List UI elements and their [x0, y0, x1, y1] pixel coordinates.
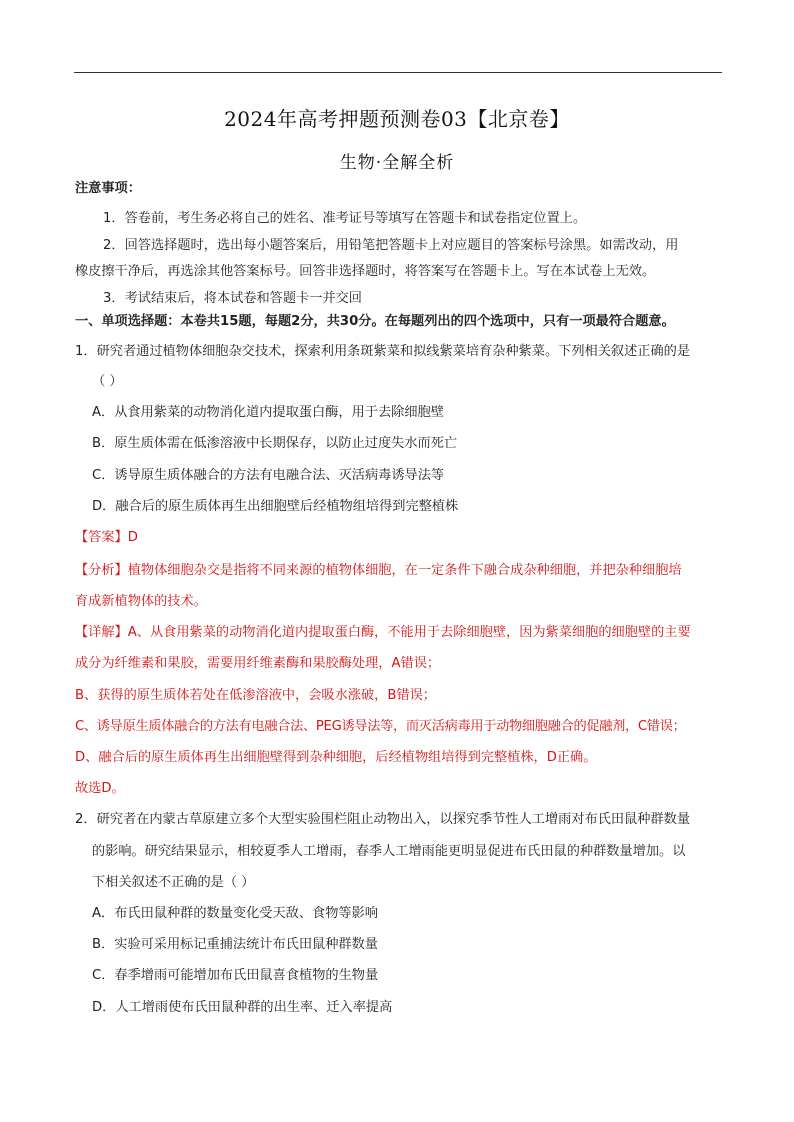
q1-detail-line-1: 【详解】A、从食用紫菜的动物消化道内提取蛋白酶，不能用于去除细胞壁，因为紫菜细胞的细胞壁的主要 [75, 625, 691, 640]
q1-option-d: D．融合后的原生质体再生出细胞壁后经植物组培得到完整植株 [92, 499, 459, 514]
notes-item-1: 1．答卷前，考生务必将自己的姓名、准考证号等填写在答题卡和试卷指定位置上。 [103, 211, 587, 226]
q1-analysis-line-1: 【分析】植物体细胞杂交是指将不同来源的植物体细胞，在一定条件下融合成杂种细胞，并把杂种细胞培 [75, 563, 682, 578]
q1-option-c: C．诱导原生质体融合的方法有电融合法、灭活病毒诱导法等 [92, 468, 445, 483]
q1-detail-c: C、诱导原生质体融合的方法有电融合法、PEG诱导法等，而灭活病毒用于动物细胞融合的促融剂，C错误； [75, 719, 686, 734]
page-subtitle: 生物·全解全析 [339, 153, 455, 173]
q2-option-c: C．春季增雨可能增加布氏田鼠喜食植物的生物量 [92, 968, 379, 983]
notes-heading: 注意事项： [75, 181, 141, 196]
notes-item-2-line-1: 2．回答选择题时，选出每小题答案后，用铅笔把答题卡上对应题目的答案标号涂黑。如需改动，用 [103, 238, 679, 253]
q2-option-d: D．人工增雨使布氏田鼠种群的出生率、迁入率提高 [92, 1000, 393, 1015]
q1-option-b: B．原生质体需在低渗溶液中长期保存，以防止过度失水而死亡 [92, 436, 458, 451]
q1-detail-d: D、融合后的原生质体再生出细胞壁得到杂种细胞，后经植物组培得到完整植株，D正确。 [75, 750, 597, 765]
section-1-heading: 一、单项选择题：本卷共15题，每题2分，共30分。在每题列出的四个选项中，只有一项最符合题意。 [75, 314, 675, 329]
q1-detail-b: B、获得的原生质体若处在低渗溶液中，会吸水涨破，B错误； [75, 688, 436, 703]
q2-stem-line-2: 的影响。研究结果显示，相较夏季人工增雨，春季人工增雨能更明显促进布氏田鼠的种群数量增加。以 [92, 844, 686, 859]
notes-item-3: 3．考试结束后，将本试卷和答题卡一并交回 [103, 291, 362, 306]
q1-conclusion: 故选D。 [75, 781, 125, 796]
q1-answer: 【答案】D [75, 530, 138, 545]
header-rule [74, 72, 722, 73]
q1-detail-line-2: 成分为纤维素和果胶，需要用纤维素酶和果胶酶处理，A错误； [75, 656, 441, 671]
q2-stem-line-3: 下相关叙述不正确的是（ ） [92, 875, 255, 890]
q1-option-a: A．从食用紫菜的动物消化道内提取蛋白酶，用于去除细胞壁 [92, 405, 444, 420]
q1-stem-line-2: （ ） [92, 374, 123, 389]
q1-analysis-line-2: 育成新植物体的技术。 [75, 594, 207, 609]
page-title: 2024年高考押题预测卷03【北京卷】 [224, 107, 570, 131]
q2-option-b: B．实验可采用标记重捕法统计布氏田鼠种群数量 [92, 937, 378, 952]
q1-stem-line-1: 1．研究者通过植物体细胞杂交技术，探索利用条斑紫菜和拟线紫菜培育杂种紫菜。下列相关叙述正确的是 [75, 344, 691, 359]
q2-stem-line-1: 2．研究者在内蒙古草原建立多个大型实验围栏阻止动物出入，以探究季节性人工增雨对布氏田鼠种群数量 [75, 812, 691, 827]
q2-option-a: A．布氏田鼠种群的数量变化受天敌、食物等影响 [92, 906, 378, 921]
notes-item-2-line-2: 橡皮擦干净后，再选涂其他答案标号。回答非选择题时，将答案写在答题卡上。写在本试卷上无效。 [75, 264, 656, 279]
